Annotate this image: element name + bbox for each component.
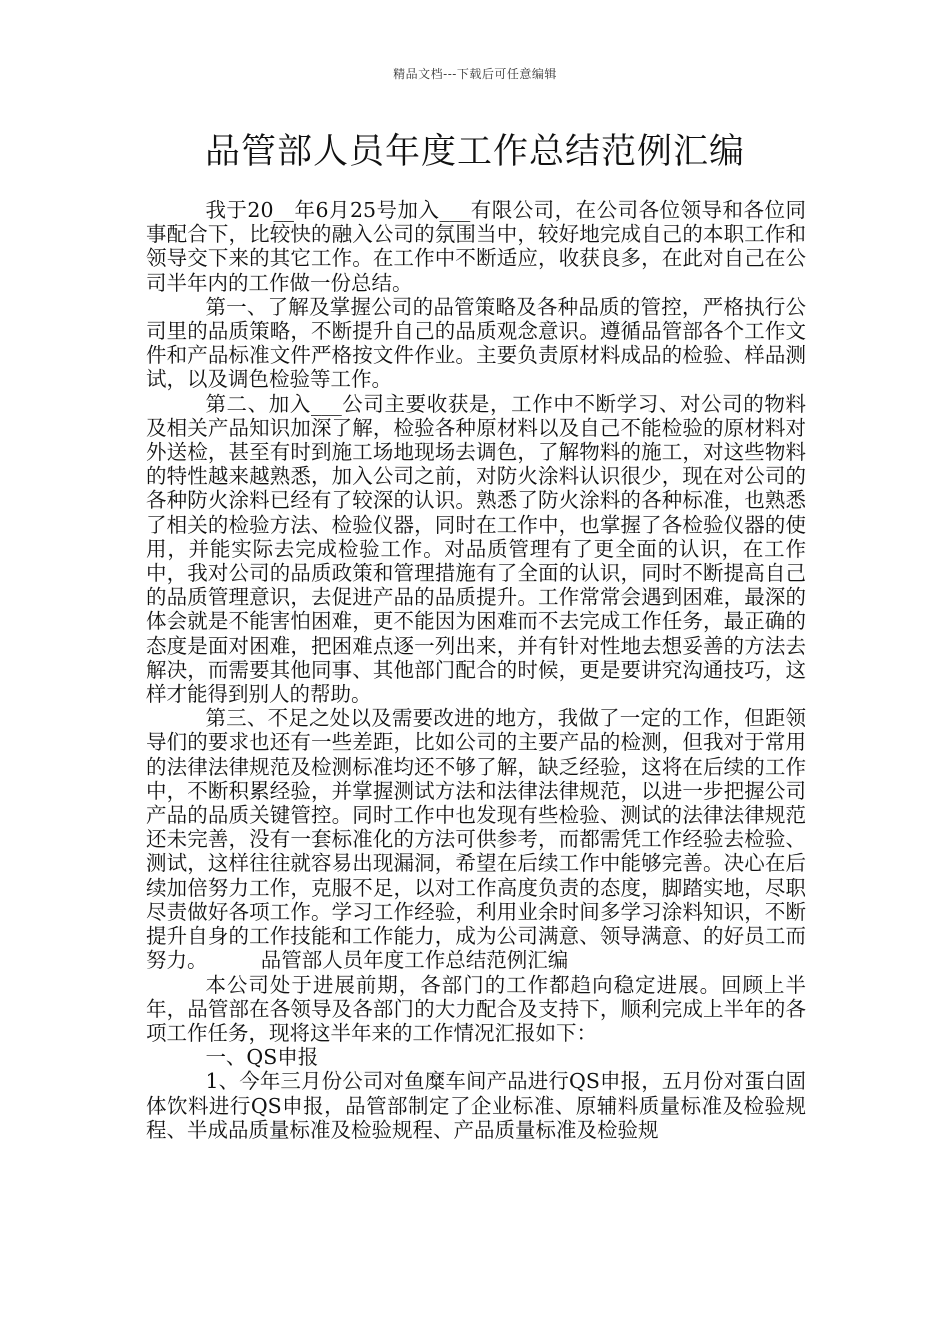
paragraph-third-point [146,706,806,972]
inline-section-heading: 品管部人员年度工作总结范例汇编 [260,948,569,973]
paragraph-second-point: 第二、加入___公司主要收获是，工作中不断学习、对公司的物料及相关产品知识加深了解，检验各种原材料以及自己不能检验的原材料对外送检，甚至有时到施工场地现场去调色，了解物料的施工，对这些物料的特性越来越熟悉，加入公司之前，对防火涂料认识很少，现在对公司的各种防火涂料已经有了较深的认识。熟悉了防火涂料的各种标准，也熟悉了相关的检验方法、检验仪器，同时在工作中，也掌握了各检验仪器的使用，并能实际去完成检验工作。对品质管理有了更全面的认识，在工作中，我对公司的品质政策和管理措施有了全面的认识，同时不断提高自己的品质管理意识，去促进产品的品质提升。工作常常会遇到困难，最深的体会就是不能害怕困难，更不能因为困难而不去完成工作任务，最正确的态度是面对困难，把困难点逐一列出来，并有针对性地去想妥善的方法去解决，而需要其他同事、其他部门配合的时候，更是要讲究沟通技巧，这样才能得到别人的帮助。 [146,391,806,707]
paragraph-third-point-text: 第三、不足之处以及需要改进的地方，我做了一定的工作，但距领导们的要求也还有一些差距，比如公司的主要产品的检测，但我对于常用的法律法律规范及检测标准均还不够了解，缺乏经验，这将在后续的工作中，不断积累经验，并掌握测试方法和法律法律规范，以进一步把握公司产品的品质关键管控。同时工作中也发现有些检验、测试的法律法律规范还未完善，没有一套标准化的方法可供参考，而都需凭工作经验去检验、测试，这样往往就容易出现漏洞，希望在后续工作中能够完善。决心在后续加倍努力工作，克服不足，以对工作高度负责的态度，脚踏实地，尽职尽责做好各项工作。学习工作经验，利用业余时间多学习涂料知识，不断提升自身的工作技能和工作能力，成为公司满意、领导满意、的好员工而努力。 [146,706,806,973]
paragraph-company-status: 本公司处于进展前期，各部门的工作都趋向稳定进展。回顾上半年，品管部在各领导及各部门的大力配合及支持下，顺利完成上半年的各项工作任务，现将这半年来的工作情况汇报如下： [146,972,806,1045]
page-header-note: 精品文档---下载后可任意编辑 [393,67,557,81]
document-body [146,198,806,1142]
document-title: 品管部人员年度工作总结范例汇编 [204,132,745,172]
paragraph-first-point: 第一、了解及掌握公司的品管策略及各种品质的管控，严格执行公司里的品质策略，不断提升自己的品质观念意识。遵循品管部各个工作文件和产品标准文件严格按文件作业。主要负责原材料成品的检验、样品测试，以及调色检验等工作。 [146,294,806,392]
section-heading-qs: 一、QS申报 [205,1045,319,1070]
paragraph-qs-item-1: 1、今年三月份公司对鱼糜车间产品进行QS申报，五月份对蛋白固体饮料进行QS申报，品管部制定了企业标准、原辅料质量标准及检验规程、半成品质量标准及检验规程、产品质量标准及检验规 [146,1069,806,1142]
paragraph-intro: 我于20__年6月25号加入___有限公司，在公司各位领导和各位同事配合下，比较快的融入公司的氛围当中，较好地完成自己的本职工作和领导交下来的其它工作。在工作中不断适应，收获良多，在此对自己在公司半年内的工作做一份总结。 [146,198,806,295]
